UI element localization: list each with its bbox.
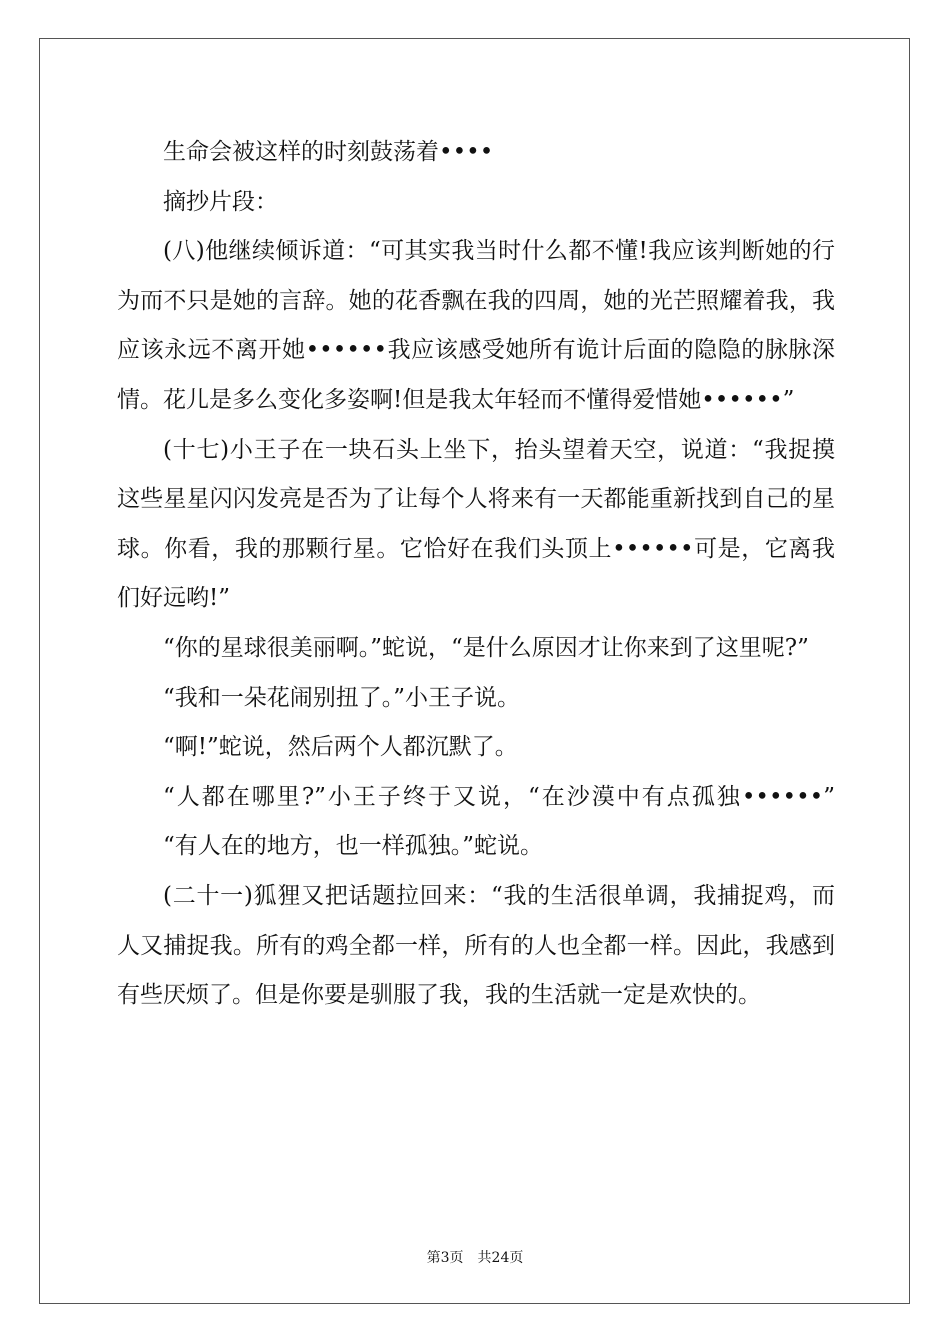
paragraph: “有人在的地方，也一样孤独。”蛇说。 xyxy=(163,833,544,860)
page-number-footer: 第3页 共24页 xyxy=(426,1250,524,1266)
paragraph: “你的星球很美丽啊。”蛇说，“是什么原因才让你来到了这里呢?” xyxy=(163,634,809,661)
paragraph: “啊!”蛇说，然后两个人都沉默了。 xyxy=(163,734,518,761)
paragraph: “我和一朵花闹别扭了。”小王子说。 xyxy=(163,684,521,711)
paragraph: (二十一)狐狸又把话题拉回来：“我的生活很单调，我捕捉鸡，而人又捕捉我。所有的鸡全都一样，所有的人也全都一样。因此，我感到有些厌烦了。但是你要是驯服了我，我的生活就一定是欢快的。 xyxy=(117,882,835,1009)
paragraph: (十七)小王子在一块石头上坐下，抬头望着天空，说道：“我捉摸这些星星闪闪发亮是否为了让每个人将来有一天都能重新找到自己的星球。你看，我的那颗行星。它恰好在我们头顶上••••••可是，它离我们好远哟!” xyxy=(117,436,835,612)
paragraph: 生命会被这样的时刻鼓荡着•••• xyxy=(163,139,494,165)
paragraph: (八)他继续倾诉道：“可其实我当时什么都不懂!我应该判断她的行为而不只是她的言辞。她的花香飘在我的四周，她的光芒照耀着我，我应该永远不离开她••••••我应该感受她所有诡计后面的隐隐的脉脉深情。花儿是多么变化多姿啊!但是我太年轻而不懂得爱惜她••••••” xyxy=(117,238,835,413)
paragraph: 摘抄片段： xyxy=(163,188,278,215)
paragraph: “人都在哪里?”小王子终于又说，“在沙漠中有点孤独••••••” xyxy=(163,783,835,810)
document-body xyxy=(117,128,835,1021)
